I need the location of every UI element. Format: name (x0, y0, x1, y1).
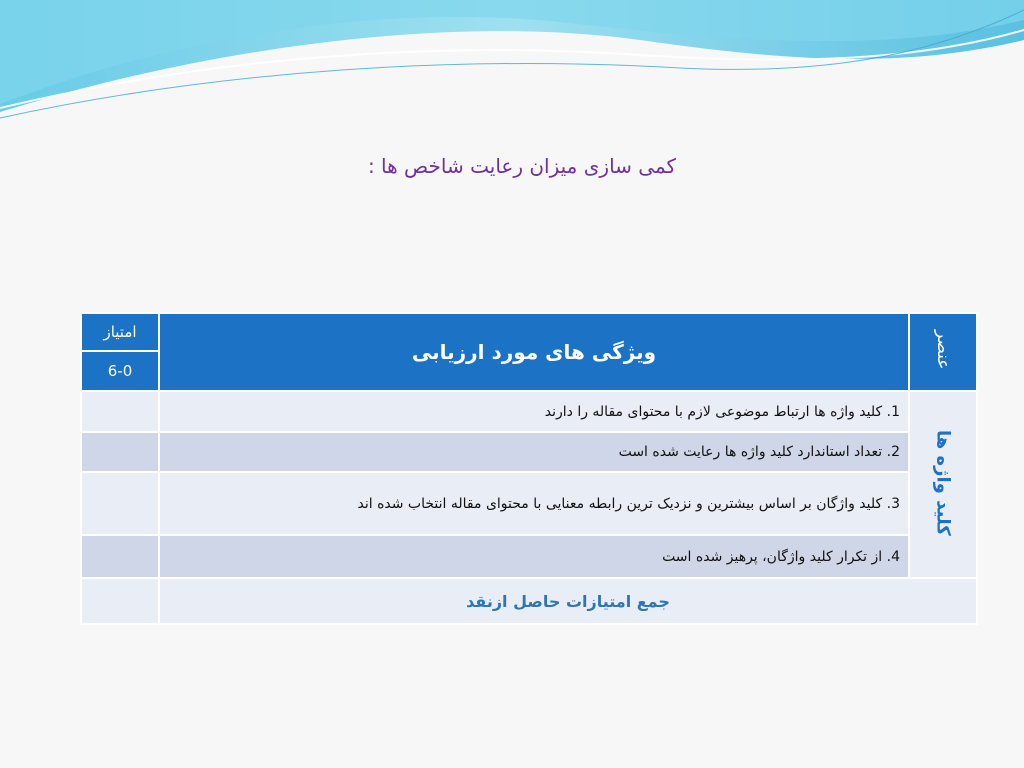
element-header-label: عنصر (933, 330, 953, 370)
slide-title (0, 154, 1024, 178)
element-name: کلید واژه ها (932, 429, 954, 536)
table-row (81, 391, 977, 432)
score-cell (81, 391, 159, 432)
element-header-cell (909, 313, 977, 391)
score-cell (81, 472, 159, 535)
table-row (81, 432, 977, 472)
score-cell (81, 535, 159, 578)
score-cell (81, 432, 159, 472)
header-wave-decoration (0, 0, 1024, 130)
criterion-text: 4. از تکرار کلید واژگان، پرهیز شده است (159, 535, 909, 578)
score-header-label: امتیاز (103, 323, 137, 341)
criterion-text: 2. تعداد استاندارد کلید واژه ها رعایت شده است (159, 432, 909, 472)
criteria-table (80, 312, 978, 625)
total-label: جمع امتیازات حاصل ازنقد (159, 578, 977, 624)
criterion-text: 1. کلید واژه ها ارتباط موضوعی لازم با محتوای مقاله را دارند (159, 391, 909, 432)
slide-title-text: کمی سازی میزان رعایت شاخص ها : (367, 154, 677, 178)
score-header-cell (81, 313, 159, 391)
total-score-cell (81, 578, 159, 624)
score-range: 6-0 (82, 350, 158, 390)
table-row (81, 535, 977, 578)
criterion-text: 3. کلید واژگان بر اساس بیشترین و نزدیک ترین رابطه معنایی با محتوای مقاله انتخاب شده اند (159, 472, 909, 535)
element-name-cell (909, 391, 977, 578)
total-row (81, 578, 977, 624)
features-header: ویژگی های مورد ارزیابی (159, 313, 909, 391)
table-row (81, 472, 977, 535)
table-header-row (81, 313, 977, 391)
